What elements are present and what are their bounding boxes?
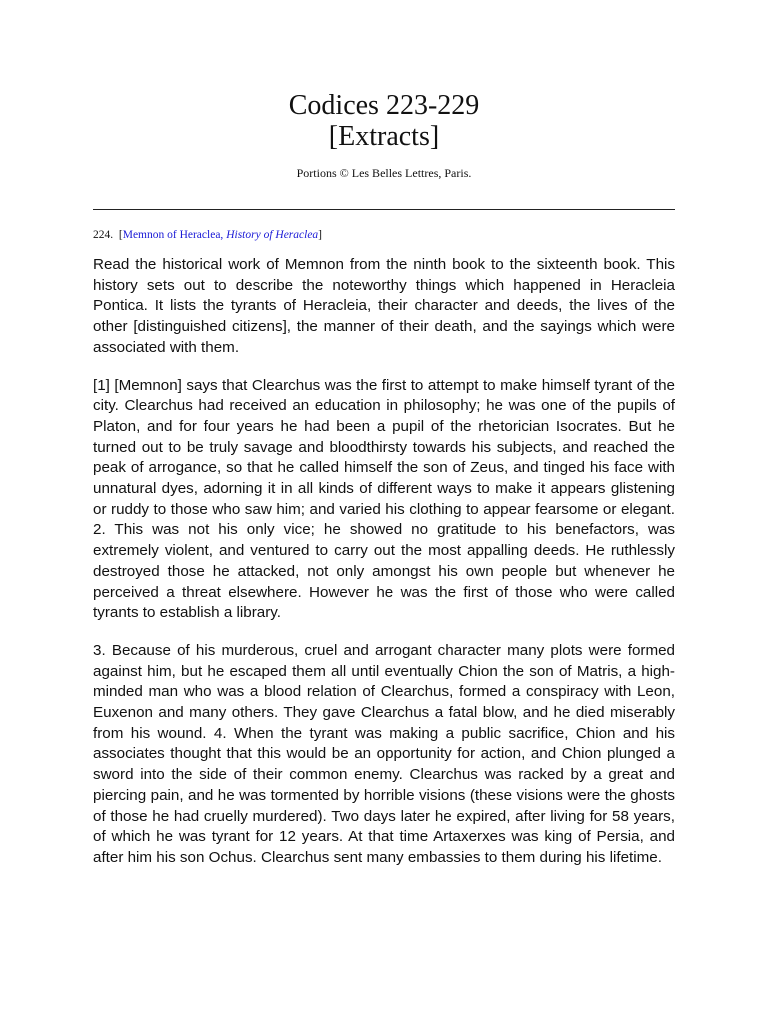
- title-line-1: Codices 223-229: [288, 90, 480, 121]
- page-title: [93, 0, 675, 152]
- paragraph-clearchus-tyranny: [1] [Memnon] says that Clearchus was the first to attempt to make himself tyrant of the city. Clearchus had received an education in philosophy; he was one of the pupils of Platon, and for four years he had been a pupil of the rhetorician Isocrates. But he turned out to be truly savage and bloodthirsty towards his subjects, and reached the peak of arrogance, so that he called himself the son of Zeus, and tinged his face with unnatural dyes, adorning it in all kinds of different ways to make it appears glistening or ruddy to those who saw him; and varied his clothing to appear fearsome or elegant. 2. This was not his only vice; he showed no gratitude to his benefactors, was extremely violent, and ventured to carry out the most appalling deeds. He ruthlessly destroyed those he attacked, not only amongst his own people but whenever he perceived a threat elsewhere. However he was the first of those who were called tyrants to establish a library.: [93, 376, 675, 622]
- copyright-notice: Portions © Les Belles Lettres, Paris.: [296, 166, 472, 180]
- author-link[interactable]: Memnon of Heraclea,: [122, 229, 224, 241]
- close-bracket: ]: [318, 229, 323, 241]
- header-divider: [93, 209, 675, 210]
- codex-number: 224.: [93, 229, 114, 241]
- document-page: [93, 0, 675, 869]
- work-title-link[interactable]: History of Heraclea: [226, 229, 319, 241]
- paragraph-intro: Read the historical work of Memnon from the ninth book to the sixteenth book. This history sets out to describe the noteworthy things which happened in Heracleia Pontica. It lists the tyrants of Heracleia, their character and deeds, the lives of the other [distinguished citizens], the manner of their death, and the sayings which were associated with them.: [93, 256, 675, 356]
- open-bracket: [: [118, 229, 123, 241]
- title-line-2: [Extracts]: [328, 121, 440, 152]
- codex-reference: [93, 229, 675, 241]
- paragraph-clearchus-death: 3. Because of his murderous, cruel and arrogant character many plots were formed against him, but he escaped them all until eventually Chion the son of Matris, a high-minded man who was a blood relation of Clearchus, formed a conspiracy with Leon, Euxenon and many others. They gave Clearchus a fatal blow, and he died miserably from his wound. 4. When the tyrant was making a public sacrifice, Chion and his associates thought that this would be an opportunity for action, and Chion plunged a sword into the side of their common enemy. Clearchus was racked by a great and piercing pain, and he was tormented by horrible visions (these visions were the ghosts of those he had cruelly murdered). Two days later he expired, after living for 58 years, of which he was tyrant for 12 years. At that time Artaxerxes was king of Persia, and after him his son Ochus. Clearchus sent many embassies to them during his lifetime.: [93, 641, 675, 866]
